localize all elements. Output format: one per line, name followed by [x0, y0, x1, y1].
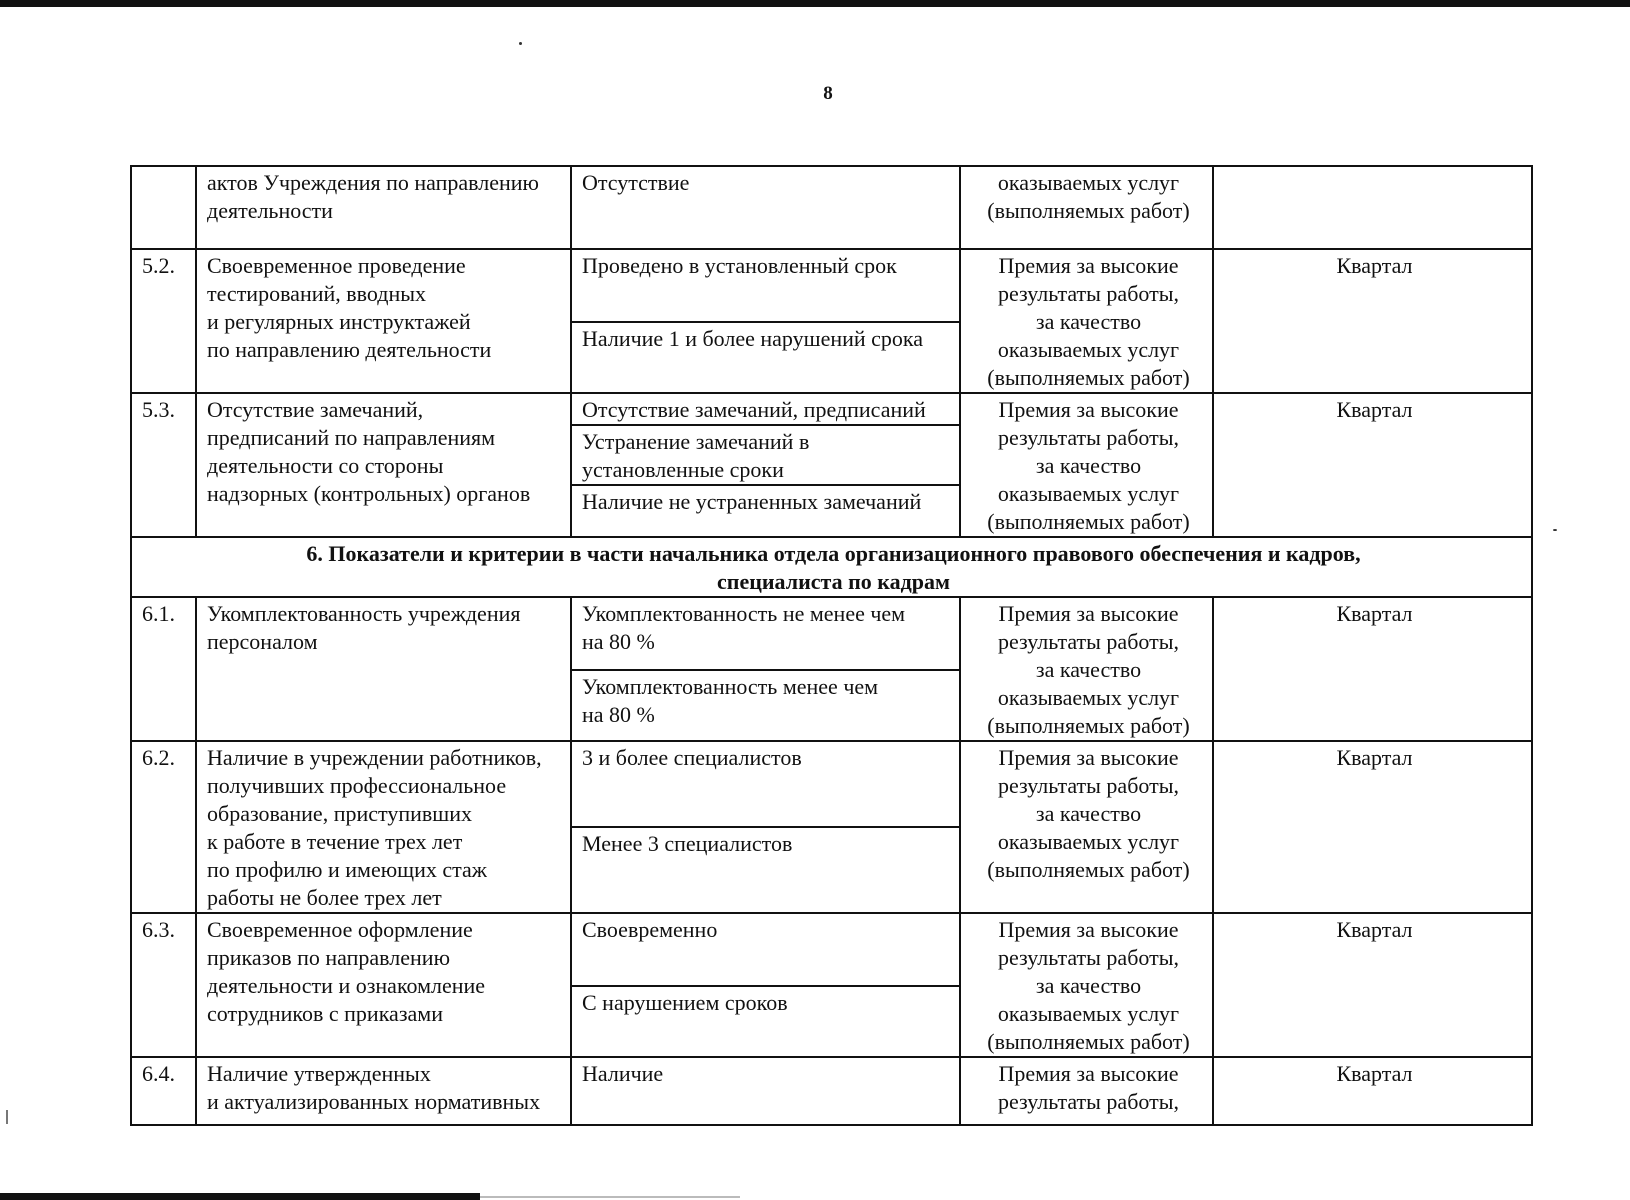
bonus-cell: Премия за высокие результаты работы, за качество оказываемых услуг (выполняемых работ) [960, 597, 1213, 741]
value-cell: Наличие не устраненных замечаний [571, 485, 960, 537]
value-cell: Менее 3 специалистов [571, 827, 960, 913]
criterion-cell: Наличие утвержденных и актуализированных нормативных [196, 1057, 571, 1125]
bonus-cell: Премия за высокие результаты работы, за качество оказываемых услуг (выполняемых работ) [960, 741, 1213, 913]
period-cell [1213, 166, 1532, 249]
scan-speck [1553, 529, 1557, 531]
criterion-cell: Своевременное оформление приказов по направлению деятельности и ознакомление сотрудников с приказами [196, 913, 571, 1057]
table-row [131, 741, 1532, 827]
value-cell: С нарушением сроков [571, 986, 960, 1057]
scan-mark [6, 1110, 8, 1124]
bonus-cell: Премия за высокие результаты работы, за качество оказываемых услуг (выполняемых работ) [960, 249, 1213, 393]
value-cell: Проведено в установленный срок [571, 249, 960, 322]
row-number: 5.2. [131, 249, 196, 393]
value-cell: Укомплектованность не менее чем на 80 % [571, 597, 960, 670]
period-cell: Квартал [1213, 597, 1532, 741]
table-row [131, 1057, 1532, 1125]
value-cell: Своевременно [571, 913, 960, 986]
value-cell: Наличие [571, 1057, 960, 1125]
page-number: 8 [823, 83, 833, 104]
row-number: 6.1. [131, 597, 196, 741]
row-number: 5.3. [131, 393, 196, 537]
criterion-cell: Своевременное проведение тестирований, вводных и регулярных инструктажей по направлению деятельности [196, 249, 571, 393]
criteria-table [130, 165, 1533, 1126]
period-cell: Квартал [1213, 249, 1532, 393]
period-cell: Квартал [1213, 913, 1532, 1057]
criterion-cell: актов Учреждения по направлению деятельности [196, 166, 571, 249]
bonus-cell: Премия за высокие результаты работы, за качество оказываемых услуг (выполняемых работ) [960, 913, 1213, 1057]
table-row [131, 597, 1532, 670]
section-header-row [131, 537, 1532, 597]
period-cell: Квартал [1213, 741, 1532, 913]
row-number [131, 166, 196, 249]
row-number: 6.2. [131, 741, 196, 913]
value-cell: Отсутствие [571, 166, 960, 249]
value-cell: 3 и более специалистов [571, 741, 960, 827]
table-row [131, 166, 1532, 249]
period-cell: Квартал [1213, 1057, 1532, 1125]
table-row [131, 913, 1532, 986]
table-row [131, 393, 1532, 425]
scan-edge-top [0, 0, 1630, 7]
scan-speck [519, 42, 522, 45]
criterion-cell: Наличие в учреждении работников, получивших профессиональное образование, приступивших к работе в течение трех лет по профилю и имеющих стаж работы не более трех лет [196, 741, 571, 913]
value-cell: Отсутствие замечаний, предписаний [571, 393, 960, 425]
scan-edge-bottom [0, 1193, 480, 1200]
bonus-cell: Премия за высокие результаты работы, за качество оказываемых услуг (выполняемых работ) [960, 393, 1213, 537]
period-cell: Квартал [1213, 393, 1532, 537]
row-number: 6.4. [131, 1057, 196, 1125]
section-title: 6. Показатели и критерии в части начальника отдела организационного правового обеспечения и кадров, специалиста по кадрам [131, 537, 1532, 597]
row-number: 6.3. [131, 913, 196, 1057]
table-row [131, 249, 1532, 322]
value-cell: Устранение замечаний в установленные сроки [571, 425, 960, 485]
bonus-cell: оказываемых услуг (выполняемых работ) [960, 166, 1213, 249]
scan-edge-bottom-faint [480, 1196, 740, 1198]
bonus-cell: Премия за высокие результаты работы, [960, 1057, 1213, 1125]
value-cell: Наличие 1 и более нарушений срока [571, 322, 960, 393]
value-cell: Укомплектованность менее чем на 80 % [571, 670, 960, 741]
criterion-cell: Отсутствие замечаний, предписаний по направлениям деятельности со стороны надзорных (контрольных) органов [196, 393, 571, 537]
criterion-cell: Укомплектованность учреждения персоналом [196, 597, 571, 741]
